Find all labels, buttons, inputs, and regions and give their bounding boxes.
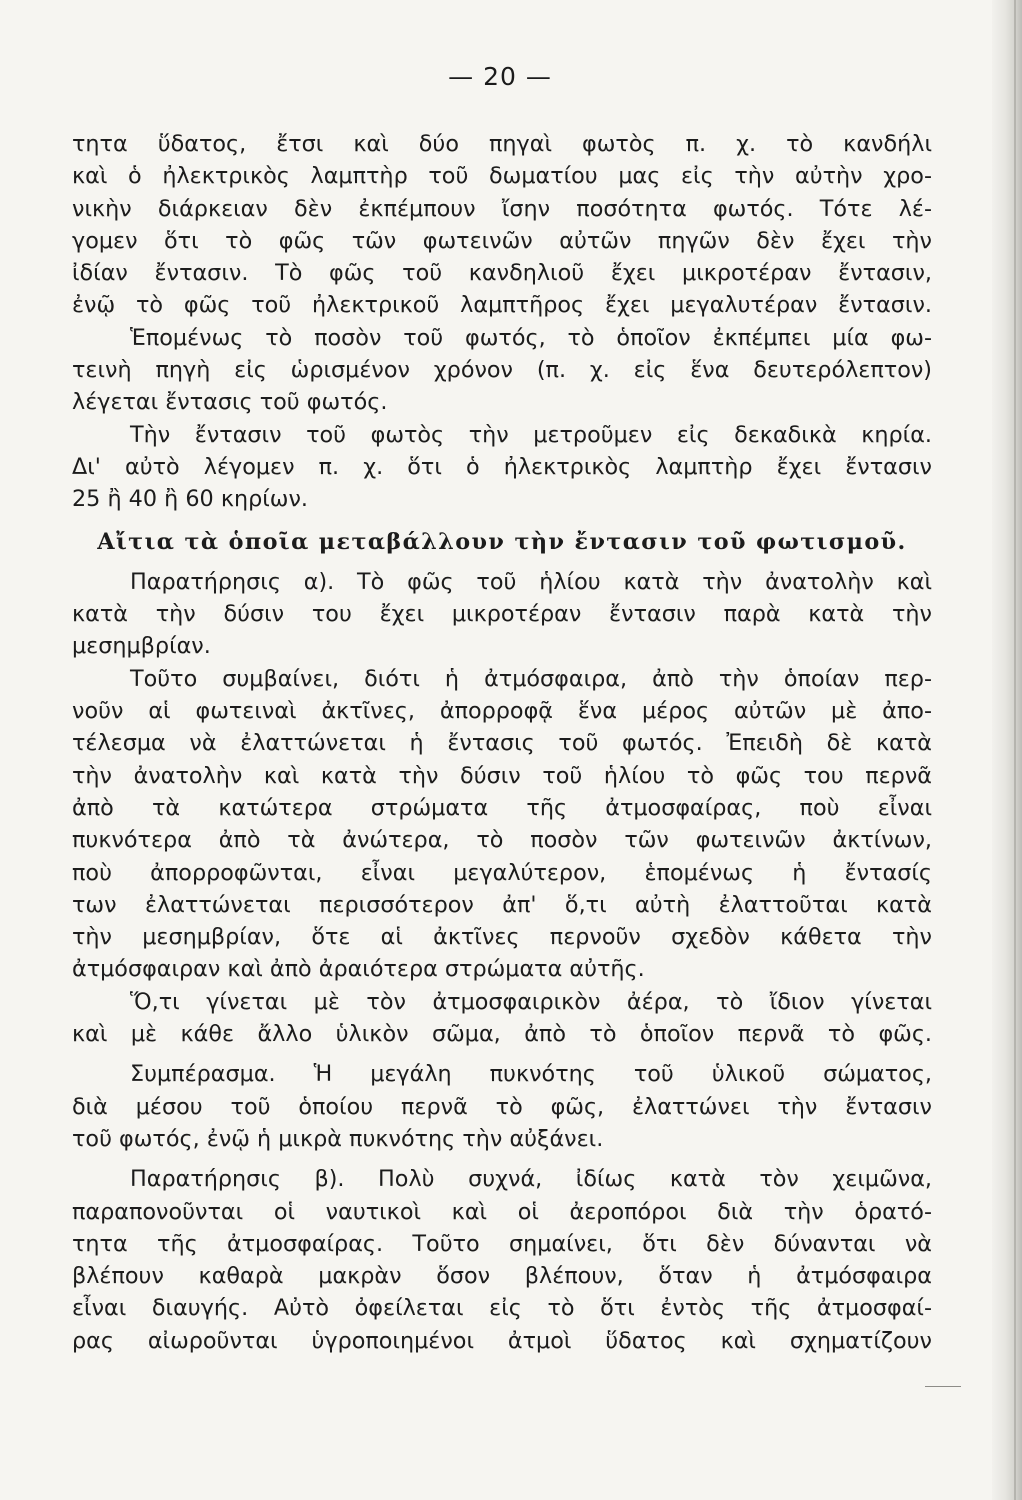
- text-line: 25 ἢ 40 ἢ 60 κηρίων.: [72, 486, 309, 513]
- text-line: εἶναι διαυγής. Αὐτὸ ὀφείλεται εἰς τὸ ὅτι ἐντὸς τῆς ἀτμοσφαί-: [72, 1295, 932, 1322]
- text-line: μεσημβρίαν.: [72, 633, 211, 660]
- text-line: παραπονοῦνται οἱ ναυτικοὶ καὶ οἱ ἀεροπόροι διὰ τὴν ὁρατό-: [72, 1198, 932, 1225]
- text-line: Δι' αὐτὸ λέγομεν π. χ. ὅτι ὁ ἠλεκτρικὸς λαμπτὴρ ἔχει ἔντασιν: [72, 453, 932, 480]
- text-line: τοῦ φωτός, ἐνῷ ἡ μικρὰ πυκνότης τὴν αὐξάνει.: [72, 1125, 604, 1152]
- text-line: Ἑπομένως τὸ ποσὸν τοῦ φωτός, τὸ ὁποῖον ἐκπέμπει μία φω-: [130, 324, 932, 351]
- text-line: καὶ ὁ ἠλεκτρικὸς λαμπτὴρ τοῦ δωματίου μας εἰς τὴν αὐτὴν χρο-: [72, 163, 932, 190]
- text-line: πυκνότερα ἀπὸ τὰ ἀνώτερα, τὸ ποσὸν τῶν φωτεινῶν ἀκτίνων,: [72, 827, 932, 854]
- text-line: Παρατήρησις β). Πολὺ συχνά, ἰδίως κατὰ τὸν χειμῶνα,: [130, 1166, 932, 1193]
- text-line: κατὰ τὴν δύσιν του ἔχει μικροτέραν ἔντασιν παρὰ κατὰ τὴν: [72, 601, 932, 628]
- text-line: τεινὴ πηγὴ εἰς ὡρισμένον χρόνον (π. χ. εἰς ἕνα δευτερόλεπτον): [72, 357, 932, 384]
- text-line: Παρατήρησις α). Τὸ φῶς τοῦ ἡλίου κατὰ τὴν ἀνατολὴν καὶ: [130, 568, 932, 595]
- page-edge-shadow: [992, 0, 1022, 1500]
- text-line: Συμπέρασμα. Ἡ μεγάλη πυκνότης τοῦ ὑλικοῦ σώματος,: [130, 1061, 932, 1088]
- body-text: [72, 128, 932, 1357]
- text-line: ποὺ ἀπορροφῶνται, εἶναι μεγαλύτερον, ἑπομένως ἡ ἔντασίς: [72, 859, 932, 886]
- text-line: ἀπὸ τὰ κατώτερα στρώματα τῆς ἀτμοσφαίρας, ποὺ εἶναι: [72, 794, 932, 821]
- section-heading: Αἴτια τὰ ὁποῖα μεταβάλλουν τὴν ἔντασιν τοῦ φωτισμοῦ.: [97, 528, 907, 555]
- text-line: ἐνῷ τὸ φῶς τοῦ ἠλεκτρικοῦ λαμπτῆρος ἔχει μεγαλυτέραν ἔντασιν.: [72, 292, 932, 319]
- footer-mark: [925, 1386, 961, 1387]
- text-line: Ὅ,τι γίνεται μὲ τὸν ἀτμοσφαιρικὸν ἀέρα, τὸ ἴδιον γίνεται: [130, 988, 932, 1015]
- text-line: τέλεσμα νὰ ἐλαττώνεται ἡ ἔντασις τοῦ φωτός. Ἐπειδὴ δὲ κατὰ: [72, 730, 932, 757]
- text-line: καὶ μὲ κάθε ἄλλο ὑλικὸν σῶμα, ἀπὸ τὸ ὁποῖον περνᾶ τὸ φῶς.: [72, 1021, 932, 1048]
- text-line: τὴν ἀνατολὴν καὶ κατὰ τὴν δύσιν τοῦ ἡλίου τὸ φῶς του περνᾶ: [72, 762, 932, 789]
- text-line: ἀτμόσφαιραν καὶ ἀπὸ ἀραιότερα στρώματα αὐτῆς.: [72, 956, 645, 983]
- text-line: νικὴν διάρκειαν δὲν ἐκπέμπουν ἴσην ποσότητα φωτός. Τότε λέ-: [72, 195, 932, 222]
- text-line: τητα ὕδατος, ἔτσι καὶ δύο πηγαὶ φωτὸς π. χ. τὸ κανδήλι: [72, 131, 932, 157]
- text-line: ρας αἰωροῦνται ὑγροποιημένοι ἀτμοὶ ὕδατος καὶ σχηματίζουν: [72, 1327, 932, 1354]
- text-line: Τοῦτο συμβαίνει, διότι ἡ ἀτμόσφαιρα, ἀπὸ τὴν ὁποίαν περ-: [130, 665, 932, 692]
- text-line: βλέπουν καθαρὰ μακρὰν ὅσον βλέπουν, ὅταν ἡ ἀτμόσφαιρα: [72, 1263, 932, 1290]
- page-number: — 20 —: [448, 62, 552, 91]
- text-line: των ἐλαττώνεται περισσότερον ἀπ' ὅ,τι αὐτὴ ἐλαττοῦται κατὰ: [72, 891, 932, 918]
- text-line: ἰδίαν ἔντασιν. Τὸ φῶς τοῦ κανδηλιοῦ ἔχει μικροτέραν ἔντασιν,: [72, 260, 932, 287]
- text-line: τὴν μεσημβρίαν, ὅτε αἱ ἀκτῖνες περνοῦν σχεδὸν κάθετα τὴν: [72, 924, 932, 951]
- text-line: Τὴν ἔντασιν τοῦ φωτὸς τὴν μετροῦμεν εἰς δεκαδικὰ κηρία.: [130, 421, 932, 448]
- text-line: γομεν ὅτι τὸ φῶς τῶν φωτεινῶν αὐτῶν πηγῶν δὲν ἔχει τὴν: [72, 227, 932, 254]
- text-line: διὰ μέσου τοῦ ὁποίου περνᾶ τὸ φῶς, ἐλαττώνει τὴν ἔντασιν: [72, 1093, 932, 1120]
- text-line: λέγεται ἔντασις τοῦ φωτός.: [72, 389, 388, 416]
- text-line: νοῦν αἱ φωτειναὶ ἀκτῖνες, ἀπορροφᾷ ἕνα μέρος αὐτῶν μὲ ἀπο-: [72, 698, 932, 725]
- text-line: τητα τῆς ἀτμοσφαίρας. Τοῦτο σημαίνει, ὅτι δὲν δύνανται νὰ: [72, 1230, 932, 1257]
- page-edge-line: [1014, 0, 1016, 1500]
